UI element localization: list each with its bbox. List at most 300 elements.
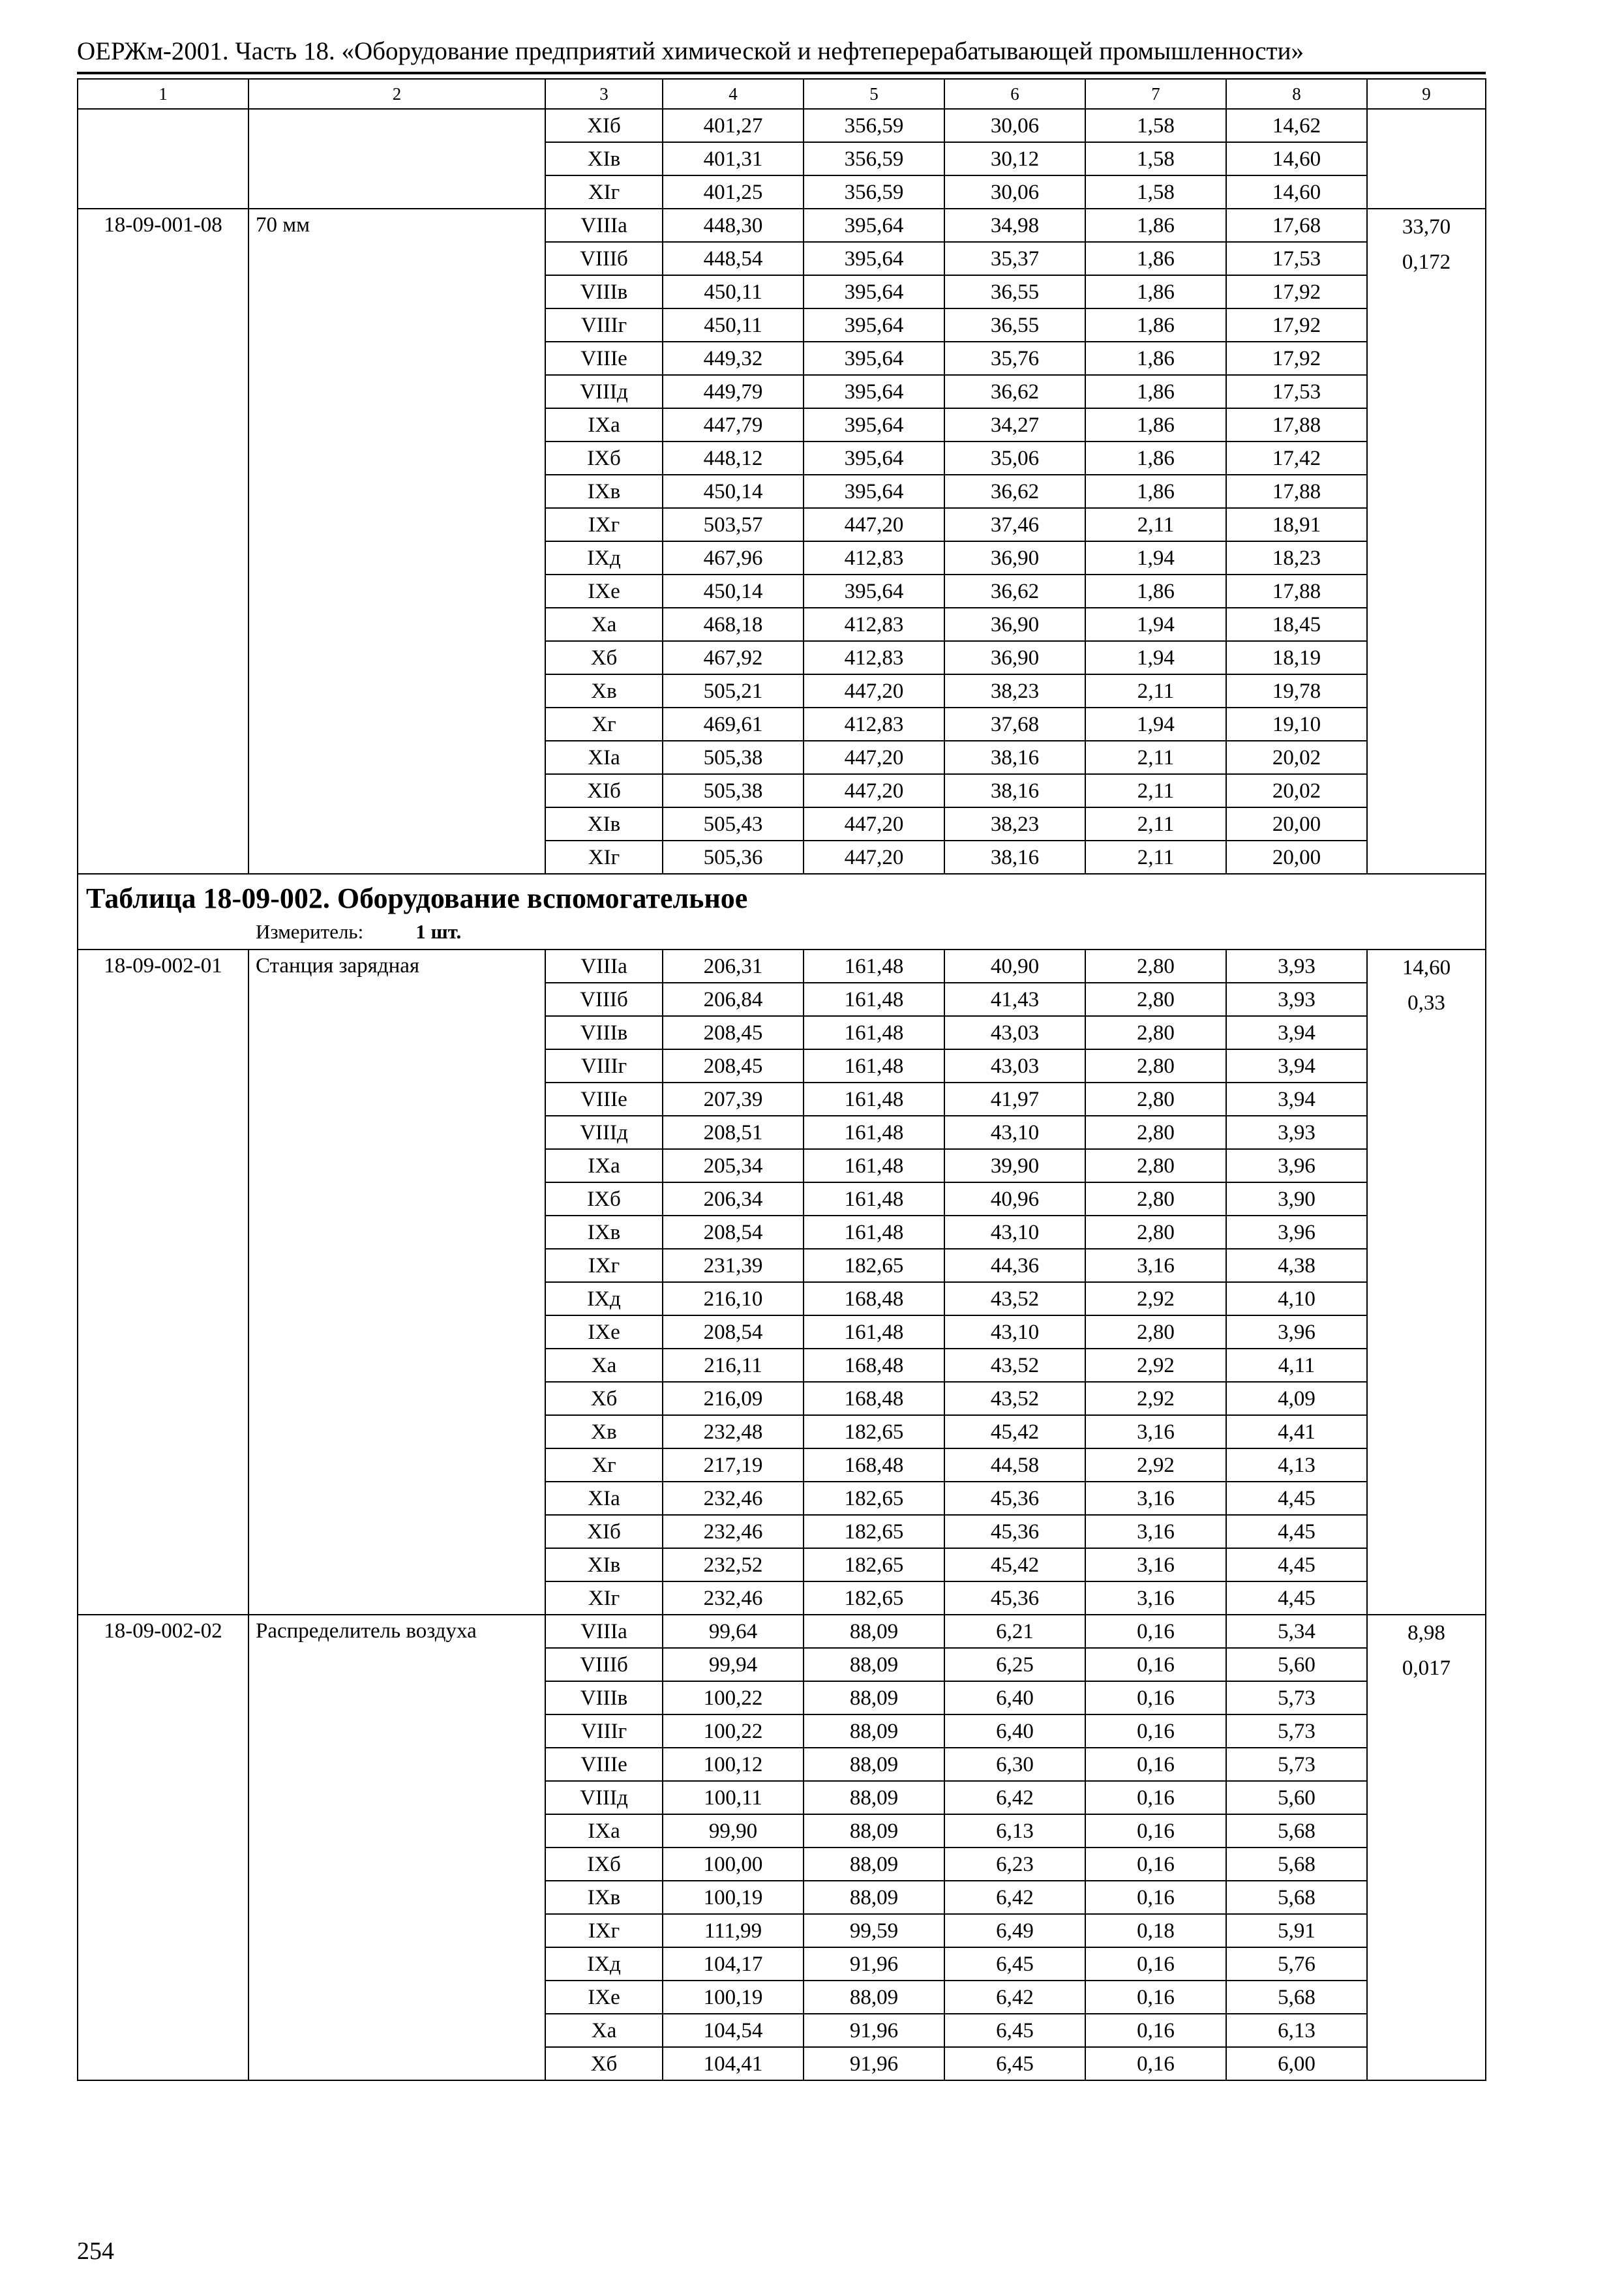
table-cell: 6,13 — [1226, 2014, 1367, 2047]
table-cell: 14,60 — [1226, 142, 1367, 175]
rate-code — [78, 109, 248, 209]
table-cell: 5,73 — [1226, 1714, 1367, 1748]
table-cell: 43,10 — [944, 1116, 1085, 1149]
table-cell: IXа — [545, 1149, 663, 1182]
table-cell: IXв — [545, 1216, 663, 1249]
table-cell: 5,60 — [1226, 1781, 1367, 1814]
table-cell: 1,86 — [1085, 275, 1226, 308]
table-cell: 2,80 — [1085, 1149, 1226, 1182]
table-cell: 43,10 — [944, 1216, 1085, 1249]
table-cell: 100,22 — [663, 1681, 804, 1714]
table-cell: 3,94 — [1226, 1016, 1367, 1049]
item-name: Распределитель воздуха — [248, 1615, 545, 2080]
table-cell: 447,79 — [663, 408, 804, 441]
table-cell: 36,55 — [944, 275, 1085, 308]
table-cell: VIIIд — [545, 1781, 663, 1814]
table-cell: 1,58 — [1085, 109, 1226, 142]
table-cell: 3,16 — [1085, 1249, 1226, 1282]
extra-value: 14,60 — [1402, 956, 1451, 980]
table-cell: 412,83 — [804, 541, 944, 575]
table-cell: 2,11 — [1085, 774, 1226, 807]
table-cell: 88,09 — [804, 1648, 944, 1681]
table-cell: 3,90 — [1226, 1182, 1367, 1216]
table-cell: 88,09 — [804, 1748, 944, 1781]
table-cell: 14,60 — [1226, 175, 1367, 209]
table-cell: 356,59 — [804, 109, 944, 142]
table-cell: 4,41 — [1226, 1415, 1367, 1448]
table-cell: 395,64 — [804, 475, 944, 508]
table-cell: 395,64 — [804, 242, 944, 275]
table-cell: 91,96 — [804, 1947, 944, 1981]
table-cell: 401,31 — [663, 142, 804, 175]
section-title: Таблица 18-09-002. Оборудование вспомогательное — [86, 882, 748, 914]
table-cell: 6,00 — [1226, 2047, 1367, 2080]
extra-values — [1367, 1615, 1486, 2080]
table-cell: 182,65 — [804, 1581, 944, 1615]
table-cell: 99,64 — [663, 1615, 804, 1648]
table-cell: 0,16 — [1085, 2014, 1226, 2047]
table-cell: 40,90 — [944, 950, 1085, 983]
table-cell: 0,16 — [1085, 1814, 1226, 1848]
table-cell: 40,96 — [944, 1182, 1085, 1216]
table-cell: 88,09 — [804, 1714, 944, 1748]
extra-value: 33,70 — [1402, 215, 1451, 239]
table-cell: 4,09 — [1226, 1382, 1367, 1415]
table-cell: 447,20 — [804, 774, 944, 807]
table-cell: VIIIб — [545, 1648, 663, 1681]
table-cell: IXе — [545, 1315, 663, 1349]
table-cell: 1,94 — [1085, 608, 1226, 641]
table-cell: IXа — [545, 408, 663, 441]
table-cell: 0,16 — [1085, 1981, 1226, 2014]
table-cell: 1,86 — [1085, 475, 1226, 508]
table-cell: 467,96 — [663, 541, 804, 575]
table-cell: 6,42 — [944, 1881, 1085, 1914]
table-cell: 37,68 — [944, 708, 1085, 741]
table-cell: 2,11 — [1085, 674, 1226, 708]
table-cell: Xб — [545, 641, 663, 674]
table-cell: 17,53 — [1226, 375, 1367, 408]
table-row — [78, 109, 1486, 142]
table-cell: 2,80 — [1085, 950, 1226, 983]
table-cell: 356,59 — [804, 142, 944, 175]
table-cell: 1,86 — [1085, 441, 1226, 475]
table-cell: 505,43 — [663, 807, 804, 841]
table-cell: VIIIб — [545, 242, 663, 275]
table-cell: 1,58 — [1085, 142, 1226, 175]
table-cell: 20,00 — [1226, 841, 1367, 874]
table-cell: 232,48 — [663, 1415, 804, 1448]
table-cell: 6,42 — [944, 1981, 1085, 2014]
table-cell: 20,00 — [1226, 807, 1367, 841]
table-cell: 468,18 — [663, 608, 804, 641]
table-cell: 6,30 — [944, 1748, 1085, 1781]
table-cell: VIIIв — [545, 1681, 663, 1714]
table-cell: XIб — [545, 109, 663, 142]
table-cell: 17,68 — [1226, 209, 1367, 242]
table-cell: 216,11 — [663, 1349, 804, 1382]
table-cell: 39,90 — [944, 1149, 1085, 1182]
table-cell: Xа — [545, 2014, 663, 2047]
table-cell: 0,16 — [1085, 2047, 1226, 2080]
page-number: 254 — [77, 2237, 114, 2265]
table-cell: 0,16 — [1085, 1748, 1226, 1781]
table-cell: 43,10 — [944, 1315, 1085, 1349]
table-cell: 0,16 — [1085, 1881, 1226, 1914]
table-cell: 38,16 — [944, 841, 1085, 874]
table-cell: VIIIв — [545, 1016, 663, 1049]
table-cell: 100,19 — [663, 1881, 804, 1914]
table-cell: 232,52 — [663, 1548, 804, 1581]
table-cell: 5,68 — [1226, 1848, 1367, 1881]
table-cell: 35,37 — [944, 242, 1085, 275]
table-cell: 5,68 — [1226, 1981, 1367, 2014]
table-cell: 1,86 — [1085, 408, 1226, 441]
table-cell: 447,20 — [804, 841, 944, 874]
table-cell: 412,83 — [804, 641, 944, 674]
column-number: 2 — [248, 79, 545, 109]
column-number: 4 — [663, 79, 804, 109]
table-cell: 0,16 — [1085, 1615, 1226, 1648]
table-cell: 401,25 — [663, 175, 804, 209]
table-cell: 91,96 — [804, 2014, 944, 2047]
table-cell: 1,86 — [1085, 242, 1226, 275]
table-cell: 17,92 — [1226, 308, 1367, 342]
table-cell: 18,91 — [1226, 508, 1367, 541]
table-cell: VIIIб — [545, 983, 663, 1016]
table-cell: 36,55 — [944, 308, 1085, 342]
table-cell: 0,18 — [1085, 1914, 1226, 1947]
table-cell: 232,46 — [663, 1515, 804, 1548]
table-row — [78, 1615, 1486, 1648]
table-cell: 2,11 — [1085, 807, 1226, 841]
table-cell: 5,60 — [1226, 1648, 1367, 1681]
table-cell: Xа — [545, 1349, 663, 1382]
section-header — [78, 874, 1486, 950]
table-cell: 3,93 — [1226, 950, 1367, 983]
table-cell: 217,19 — [663, 1448, 804, 1482]
table-cell: 161,48 — [804, 1049, 944, 1083]
table-cell: 3,93 — [1226, 1116, 1367, 1149]
table-cell: 208,51 — [663, 1116, 804, 1149]
table-cell: XIг — [545, 175, 663, 209]
table-cell: 0,16 — [1085, 1648, 1226, 1681]
table-cell: 43,52 — [944, 1349, 1085, 1382]
table-cell: 99,90 — [663, 1814, 804, 1848]
table-cell: 401,27 — [663, 109, 804, 142]
table-cell: 45,42 — [944, 1548, 1085, 1581]
table-cell: 6,40 — [944, 1714, 1085, 1748]
table-cell: 168,48 — [804, 1349, 944, 1382]
table-row — [78, 950, 1486, 983]
table-cell: 30,06 — [944, 175, 1085, 209]
table-cell: 104,41 — [663, 2047, 804, 2080]
column-number: 7 — [1085, 79, 1226, 109]
column-number-row — [78, 79, 1486, 109]
table-cell: 161,48 — [804, 1182, 944, 1216]
table-cell: 182,65 — [804, 1515, 944, 1548]
table-cell: 161,48 — [804, 1149, 944, 1182]
table-cell: 205,34 — [663, 1149, 804, 1182]
table-cell: 100,12 — [663, 1748, 804, 1781]
table-cell: 2,11 — [1085, 741, 1226, 774]
table-cell: 0,16 — [1085, 1781, 1226, 1814]
table-cell: VIIIг — [545, 1714, 663, 1748]
table-cell: 17,88 — [1226, 575, 1367, 608]
extra-value: 0,017 — [1402, 1656, 1451, 1680]
header-rule — [77, 72, 1486, 74]
table-cell: 412,83 — [804, 608, 944, 641]
table-cell: 88,09 — [804, 1848, 944, 1881]
column-number: 5 — [804, 79, 944, 109]
table-cell: IXг — [545, 1914, 663, 1947]
section-row — [78, 874, 1486, 950]
extra-value: 0,33 — [1407, 991, 1445, 1015]
table-cell: 356,59 — [804, 175, 944, 209]
table-cell: 505,21 — [663, 674, 804, 708]
table-cell: 0,16 — [1085, 1947, 1226, 1981]
table-cell: 37,46 — [944, 508, 1085, 541]
table-cell: 1,58 — [1085, 175, 1226, 209]
table-cell: 88,09 — [804, 1981, 944, 2014]
table-cell: 6,45 — [944, 2047, 1085, 2080]
table-cell: 161,48 — [804, 983, 944, 1016]
extra-value: 8,98 — [1407, 1621, 1445, 1645]
table-cell: 3,96 — [1226, 1315, 1367, 1349]
table-cell: 36,90 — [944, 641, 1085, 674]
table-cell: 35,76 — [944, 342, 1085, 375]
table-cell: 161,48 — [804, 950, 944, 983]
table-cell: 3,16 — [1085, 1548, 1226, 1581]
table-cell: 4,11 — [1226, 1349, 1367, 1382]
table-cell: IXв — [545, 1881, 663, 1914]
table-cell: 168,48 — [804, 1282, 944, 1315]
table-cell: IXв — [545, 475, 663, 508]
section-unit — [86, 919, 1477, 945]
rate-code: 18-09-002-02 — [78, 1615, 248, 2080]
table-cell: 467,92 — [663, 641, 804, 674]
table-cell: 3,96 — [1226, 1216, 1367, 1249]
table-cell: 3,94 — [1226, 1049, 1367, 1083]
table-cell: 395,64 — [804, 575, 944, 608]
table-cell: XIв — [545, 142, 663, 175]
column-number: 3 — [545, 79, 663, 109]
table-cell: 88,09 — [804, 1681, 944, 1714]
table-cell: 20,02 — [1226, 774, 1367, 807]
table-cell: 4,45 — [1226, 1581, 1367, 1615]
table-cell: 44,58 — [944, 1448, 1085, 1482]
table-cell: 447,20 — [804, 741, 944, 774]
table-cell: 30,12 — [944, 142, 1085, 175]
table-cell: 5,68 — [1226, 1881, 1367, 1914]
table-cell: 36,62 — [944, 375, 1085, 408]
table-cell: Xг — [545, 1448, 663, 1482]
table-cell: 447,20 — [804, 508, 944, 541]
table-cell: 5,76 — [1226, 1947, 1367, 1981]
table-cell: 503,57 — [663, 508, 804, 541]
table-cell: 182,65 — [804, 1415, 944, 1448]
table-cell: 41,97 — [944, 1083, 1085, 1116]
table-cell: 2,80 — [1085, 1016, 1226, 1049]
table-cell: 2,80 — [1085, 1083, 1226, 1116]
table-cell: IXе — [545, 1981, 663, 2014]
table-cell: 88,09 — [804, 1615, 944, 1648]
table-cell: 2,92 — [1085, 1448, 1226, 1482]
table-cell: 231,39 — [663, 1249, 804, 1282]
table-cell: 38,16 — [944, 741, 1085, 774]
table-cell: 232,46 — [663, 1482, 804, 1515]
table-cell: 5,91 — [1226, 1914, 1367, 1947]
table-cell: 45,36 — [944, 1482, 1085, 1515]
table-cell: XIа — [545, 1482, 663, 1515]
table-cell: VIIIе — [545, 342, 663, 375]
table-cell: 6,49 — [944, 1914, 1085, 1947]
table-cell: 168,48 — [804, 1448, 944, 1482]
table-cell: 88,09 — [804, 1881, 944, 1914]
table-cell: 2,80 — [1085, 1315, 1226, 1349]
table-cell: 104,17 — [663, 1947, 804, 1981]
table-cell: VIIIг — [545, 1049, 663, 1083]
table-cell: 395,64 — [804, 308, 944, 342]
document-header: ОЕРЖм-2001. Часть 18. «Оборудование предприятий химической и нефтеперерабатывающей промышленности» — [77, 37, 1304, 65]
table-cell: 99,94 — [663, 1648, 804, 1681]
table-cell: 161,48 — [804, 1016, 944, 1049]
table-cell: Xа — [545, 608, 663, 641]
table-cell: 2,11 — [1085, 508, 1226, 541]
table-cell: 17,88 — [1226, 475, 1367, 508]
table-cell: 2,11 — [1085, 841, 1226, 874]
table-cell: 100,19 — [663, 1981, 804, 2014]
table-cell: 104,54 — [663, 2014, 804, 2047]
table-cell: XIг — [545, 841, 663, 874]
table-cell: 505,36 — [663, 841, 804, 874]
table-cell: 43,52 — [944, 1382, 1085, 1415]
table-cell: 448,30 — [663, 209, 804, 242]
table-cell: Xв — [545, 1415, 663, 1448]
table-cell: 18,19 — [1226, 641, 1367, 674]
table-cell: 182,65 — [804, 1249, 944, 1282]
table-cell: 208,54 — [663, 1315, 804, 1349]
table-cell: 5,68 — [1226, 1814, 1367, 1848]
table-cell: 36,62 — [944, 575, 1085, 608]
table-cell: 505,38 — [663, 774, 804, 807]
table-cell: 4,13 — [1226, 1448, 1367, 1482]
table-cell: 17,92 — [1226, 275, 1367, 308]
table-cell: 168,48 — [804, 1382, 944, 1415]
table-cell: 4,10 — [1226, 1282, 1367, 1315]
table-cell: 6,23 — [944, 1848, 1085, 1881]
table-cell: 6,45 — [944, 2014, 1085, 2047]
table-cell: 2,92 — [1085, 1349, 1226, 1382]
table-cell: VIIIа — [545, 950, 663, 983]
table-cell: VIIIд — [545, 1116, 663, 1149]
table-cell: 0,16 — [1085, 1714, 1226, 1748]
table-cell: 38,23 — [944, 674, 1085, 708]
table-cell: 36,90 — [944, 608, 1085, 641]
item-name: Станция зарядная — [248, 950, 545, 1615]
table-cell: VIIIе — [545, 1748, 663, 1781]
table-cell: 208,45 — [663, 1016, 804, 1049]
table-cell: 1,86 — [1085, 209, 1226, 242]
table-cell: Xг — [545, 708, 663, 741]
column-number: 1 — [78, 79, 248, 109]
table-cell: 2,80 — [1085, 1116, 1226, 1149]
table-cell: 4,38 — [1226, 1249, 1367, 1282]
table-cell: VIIIг — [545, 308, 663, 342]
table-cell: 6,42 — [944, 1781, 1085, 1814]
table-cell: 206,34 — [663, 1182, 804, 1216]
table-cell: 206,84 — [663, 983, 804, 1016]
table-cell: 208,45 — [663, 1049, 804, 1083]
table-cell: 91,96 — [804, 2047, 944, 2080]
table-cell: XIв — [545, 807, 663, 841]
table-cell: 45,36 — [944, 1581, 1085, 1615]
table-cell: 18,23 — [1226, 541, 1367, 575]
table-cell: 505,38 — [663, 741, 804, 774]
table-cell: 450,11 — [663, 308, 804, 342]
table-cell: 2,80 — [1085, 983, 1226, 1016]
table-cell: 206,31 — [663, 950, 804, 983]
table-cell: IXг — [545, 508, 663, 541]
table-cell: 4,45 — [1226, 1515, 1367, 1548]
table-cell: 3,16 — [1085, 1482, 1226, 1515]
item-name: 70 мм — [248, 209, 545, 874]
table-cell: 19,10 — [1226, 708, 1367, 741]
rates-table — [77, 78, 1486, 2081]
table-cell: 5,73 — [1226, 1681, 1367, 1714]
table-cell: IXб — [545, 1848, 663, 1881]
table-cell: 43,52 — [944, 1282, 1085, 1315]
table-cell: VIIIа — [545, 1615, 663, 1648]
table-cell: Xб — [545, 2047, 663, 2080]
table-cell: 44,36 — [944, 1249, 1085, 1282]
table-cell: 161,48 — [804, 1083, 944, 1116]
table-row — [78, 209, 1486, 242]
table-cell: 45,36 — [944, 1515, 1085, 1548]
table-cell: 216,09 — [663, 1382, 804, 1415]
table-cell: 1,86 — [1085, 375, 1226, 408]
table-cell: 43,03 — [944, 1049, 1085, 1083]
table-cell: 232,46 — [663, 1581, 804, 1615]
table-cell: 208,54 — [663, 1216, 804, 1249]
table-cell: 161,48 — [804, 1216, 944, 1249]
table-cell: 4,45 — [1226, 1482, 1367, 1515]
table-cell: 3,16 — [1085, 1581, 1226, 1615]
extra-values — [1367, 109, 1486, 209]
extra-values — [1367, 209, 1486, 874]
table-cell: IXд — [545, 1282, 663, 1315]
table-cell: 2,92 — [1085, 1282, 1226, 1315]
table-cell: 35,06 — [944, 441, 1085, 475]
table-cell: 43,03 — [944, 1016, 1085, 1049]
table-cell: 2,80 — [1085, 1049, 1226, 1083]
extra-value: 0,172 — [1402, 250, 1451, 274]
table-cell: 45,42 — [944, 1415, 1085, 1448]
table-cell: 30,06 — [944, 109, 1085, 142]
table-cell: 448,12 — [663, 441, 804, 475]
table-cell: 19,78 — [1226, 674, 1367, 708]
table-cell: 0,16 — [1085, 1848, 1226, 1881]
table-cell: 14,62 — [1226, 109, 1367, 142]
table-cell: 1,94 — [1085, 708, 1226, 741]
table-cell: 2,80 — [1085, 1216, 1226, 1249]
table-cell: 182,65 — [804, 1482, 944, 1515]
table-cell: 2,92 — [1085, 1382, 1226, 1415]
column-number: 9 — [1367, 79, 1486, 109]
table-cell: 36,90 — [944, 541, 1085, 575]
table-cell: 395,64 — [804, 441, 944, 475]
table-cell: XIб — [545, 774, 663, 807]
